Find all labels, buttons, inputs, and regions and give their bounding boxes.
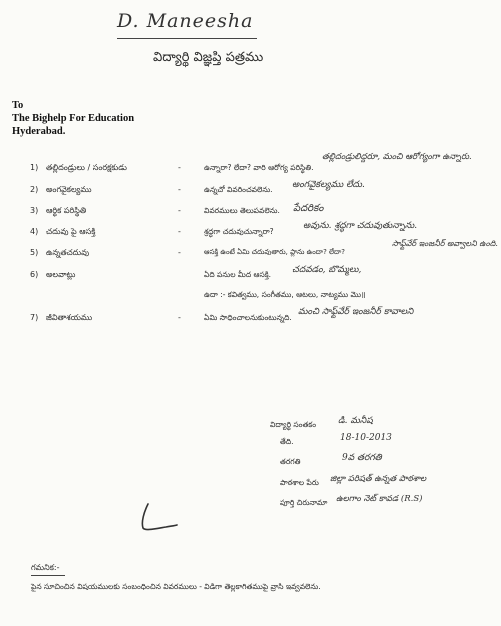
signature-value: డి. మనీష bbox=[338, 416, 373, 426]
row-question: ఉన్నచో వివరించవలెను. bbox=[204, 185, 273, 194]
student-name-heading bbox=[117, 10, 257, 39]
row-label: తల్లిదండ్రులు / సంరక్షకుడు bbox=[46, 163, 127, 172]
date-value: 18-10-2013 bbox=[340, 433, 392, 443]
row-label: ఆర్థిక పరిస్థితి bbox=[46, 206, 87, 215]
address-label: పూర్తి చిరునామా bbox=[280, 498, 328, 507]
row-number: 4) bbox=[30, 227, 39, 236]
row-answer: పేదరికం bbox=[293, 203, 324, 214]
class-label: తరగతి bbox=[280, 457, 301, 466]
signature-scribble bbox=[130, 500, 180, 534]
row-question: ఏమి సాధించాలనుకుంటున్నది. bbox=[204, 313, 292, 322]
address-value: ఉలగాం నెట్ కావడ (R.S) bbox=[336, 494, 423, 504]
row-number: 2) bbox=[30, 185, 39, 194]
row-question: ఉదా :- కవిత్వము, సంగీతము, ఆటలు, నాట్యము మొ॥ bbox=[204, 290, 366, 299]
school-label: పాఠశాల పేరు bbox=[280, 478, 319, 487]
row-question: వివరములు తెలుపవలెను. bbox=[204, 206, 280, 215]
row-question: ఏది పనుల మీద ఆసక్తి. bbox=[204, 270, 272, 279]
row-question: శ్రద్ధగా చదువుచున్నారా? bbox=[204, 227, 274, 236]
row-label: చదువు పై ఆసక్తి bbox=[46, 227, 96, 236]
row-answer: చదవడం, బొమ్మలు, bbox=[292, 265, 362, 275]
row-answer: అవును. శ్రద్ధగా చదువుతున్నాను. bbox=[303, 221, 418, 231]
note-text: పైన సూచించిన విషయములకు సంబంధించిన వివరములు - విడిగా తెల్లకాగితముపై వ్రాసి ఇవ్వవలెను. bbox=[31, 582, 321, 591]
row-dash: - bbox=[178, 163, 181, 172]
addressee-line2: The Bighelp For Education bbox=[12, 113, 135, 124]
class-value: 9వ తరగతి bbox=[342, 453, 382, 463]
row-label: ఉన్నతచదువు bbox=[46, 248, 90, 257]
row-dash: - bbox=[178, 227, 181, 236]
row-dash: - bbox=[178, 185, 181, 194]
row-dash: - bbox=[178, 313, 181, 322]
row-label: జీవితాశయము bbox=[46, 313, 93, 322]
row-dash: - bbox=[178, 248, 181, 257]
signature-label: విద్యార్థి సంతకం bbox=[270, 420, 317, 429]
note-title: గమనిక:- bbox=[31, 563, 60, 572]
row-label: అంగవైకల్యము bbox=[46, 185, 92, 194]
row-answer: సాఫ్ట్‌వేర్ ఇంజనీర్ అవ్వాలని ఉంది. bbox=[392, 239, 498, 248]
student-name: D. Maneesha bbox=[117, 10, 254, 32]
addressee-line3: Hyderabad. bbox=[12, 126, 66, 137]
addressee-line1: To bbox=[12, 100, 24, 111]
row-question: ఉన్నారా? లేదా? వారి ఆరోగ్య పరిస్థితి. bbox=[204, 163, 314, 172]
form-title: విద్యార్థి విజ్ఞప్తి పత్రము bbox=[153, 50, 264, 65]
school-value: జిల్లా పరిషత్ ఉన్నత పాఠశాల bbox=[330, 474, 427, 484]
row-question: ఆసక్తి ఉంటే ఏమి చదువుతారు, ప్లాను ఉందా? లేదా? bbox=[204, 248, 345, 256]
note-title-underline bbox=[31, 575, 65, 576]
row-answer: తల్లిదండ్రులిద్దరూ, మంచి ఆరోగ్యంగా ఉన్నారు. bbox=[322, 152, 472, 162]
row-answer: మంచి సాఫ్ట్‌వేర్ ఇంజనీర్ కావాలని bbox=[298, 307, 414, 317]
row-label: అలవాట్లు bbox=[46, 270, 76, 279]
row-number: 3) bbox=[30, 206, 39, 215]
date-label: తేది. bbox=[280, 437, 294, 446]
row-answer: అంగవైకల్యము లేదు. bbox=[292, 180, 365, 190]
row-dash: - bbox=[178, 206, 181, 215]
row-number: 6) bbox=[30, 270, 39, 279]
row-number: 5) bbox=[30, 248, 39, 257]
row-number: 7) bbox=[30, 313, 39, 322]
row-number: 1) bbox=[30, 163, 39, 172]
